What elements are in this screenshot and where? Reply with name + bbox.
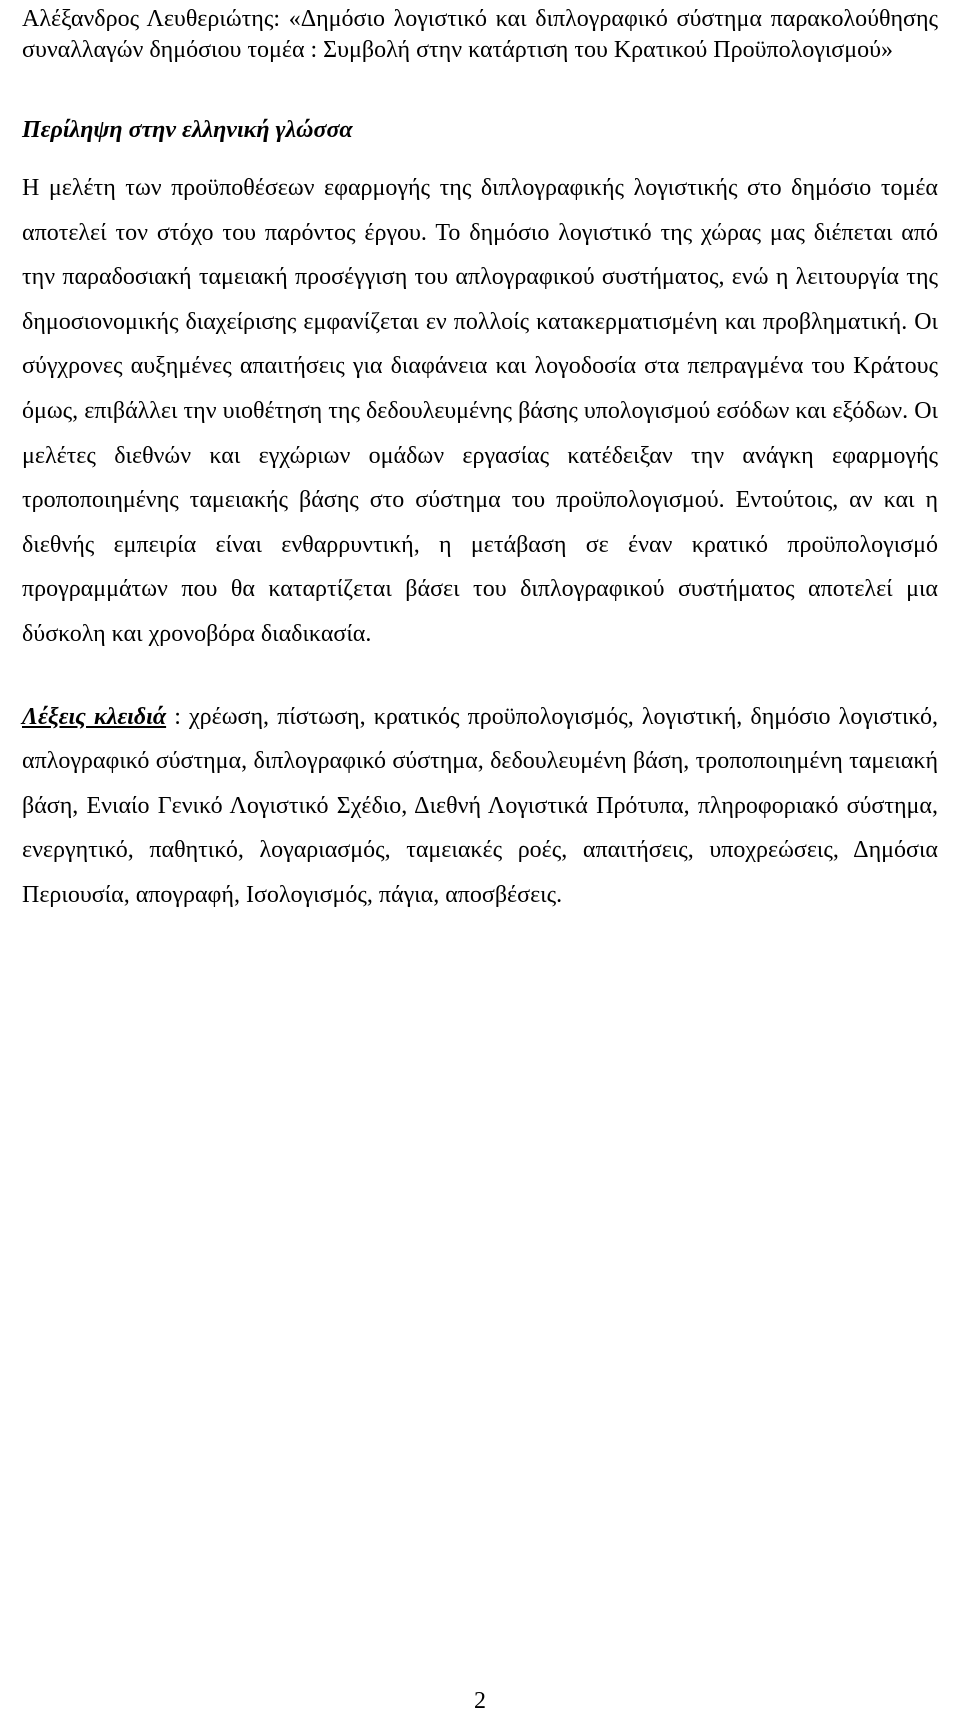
keywords-separator: : bbox=[166, 703, 190, 730]
abstract-body: Η μελέτη των προϋποθέσεων εφαρμογής της διπλογραφικής λογιστικής στο δημόσιο τομέα αποτελεί τον στόχο του παρόντος έργου. Το δημόσιο λογιστικό της χώρας μας διέπεται από την παραδοσιακή ταμειακή προσέγγιση του απλογραφικού συστήματος, ενώ η λειτουργία της δημοσιονομικής διαχείρισης εμφανίζεται εν πολλοίς κατακερματισμένη και προβληματική. Οι σύγχρονες αυξημένες απαιτήσεις για διαφάνεια και λογοδοσία στα πεπραγμένα του Κράτους όμως, επιβάλλει την υιοθέτηση της δεδουλευμένης βάσης υπολογισμού εσόδων και εξόδων. Οι μελέτες διεθνών και εγχώριων ομάδων εργασίας κατέδειξαν την ανάγκη εφαρμογής τροποποιημένης ταμειακής βάσης στο σύστημα του προϋπολογισμού. Εντούτοις, αν και η διεθνής εμπειρία είναι ενθαρρυντική, η μετάβαση σε έναν κρατικό προϋπολογισμό προγραμμάτων που θα καταρτίζεται βάσει του διπλογραφικού συστήματος αποτελεί μια δύσκολη και χρονοβόρα διαδικασία. bbox=[22, 175, 938, 647]
keywords-list: χρέωση, πίστωση, κρατικός προϋπολογισμός, λογιστική, δημόσιο λογιστικό, απλογραφικό σύστημα, διπλογραφικό σύστημα, δεδουλευμένη βάση, τροποποιημένη ταμειακή βάση, Ενιαίο Γενικό Λογιστικό Σχέδιο, Διεθνή Λογιστικά Πρότυπα, πληροφοριακό σύστημα, ενεργητικό, παθητικό, λογαριασμός, ταμειακές ροές, απαιτήσεις, υποχρεώσεις, Δημόσια Περιουσία, απογραφή, Ισολογισμός, πάγια, αποσβέσεις. bbox=[22, 703, 938, 908]
keywords-label: Λέξεις κλειδιά bbox=[22, 703, 167, 730]
document-header-citation: Αλέξανδρος Λευθεριώτης: «Δημόσιο λογιστικό και διπλογραφικό σύστημα παρακολούθησης συναλλαγών δημόσιου τομέα : Συμβολή στην κατάρτιση του Κρατικού Προϋπολογισμού» bbox=[22, 6, 938, 63]
page-number: 2 bbox=[474, 1688, 486, 1714]
document-page bbox=[22, 0, 938, 918]
abstract-title: Περίληψη στην ελληνική γλώσσα bbox=[22, 117, 353, 143]
keywords-paragraph bbox=[22, 695, 938, 918]
